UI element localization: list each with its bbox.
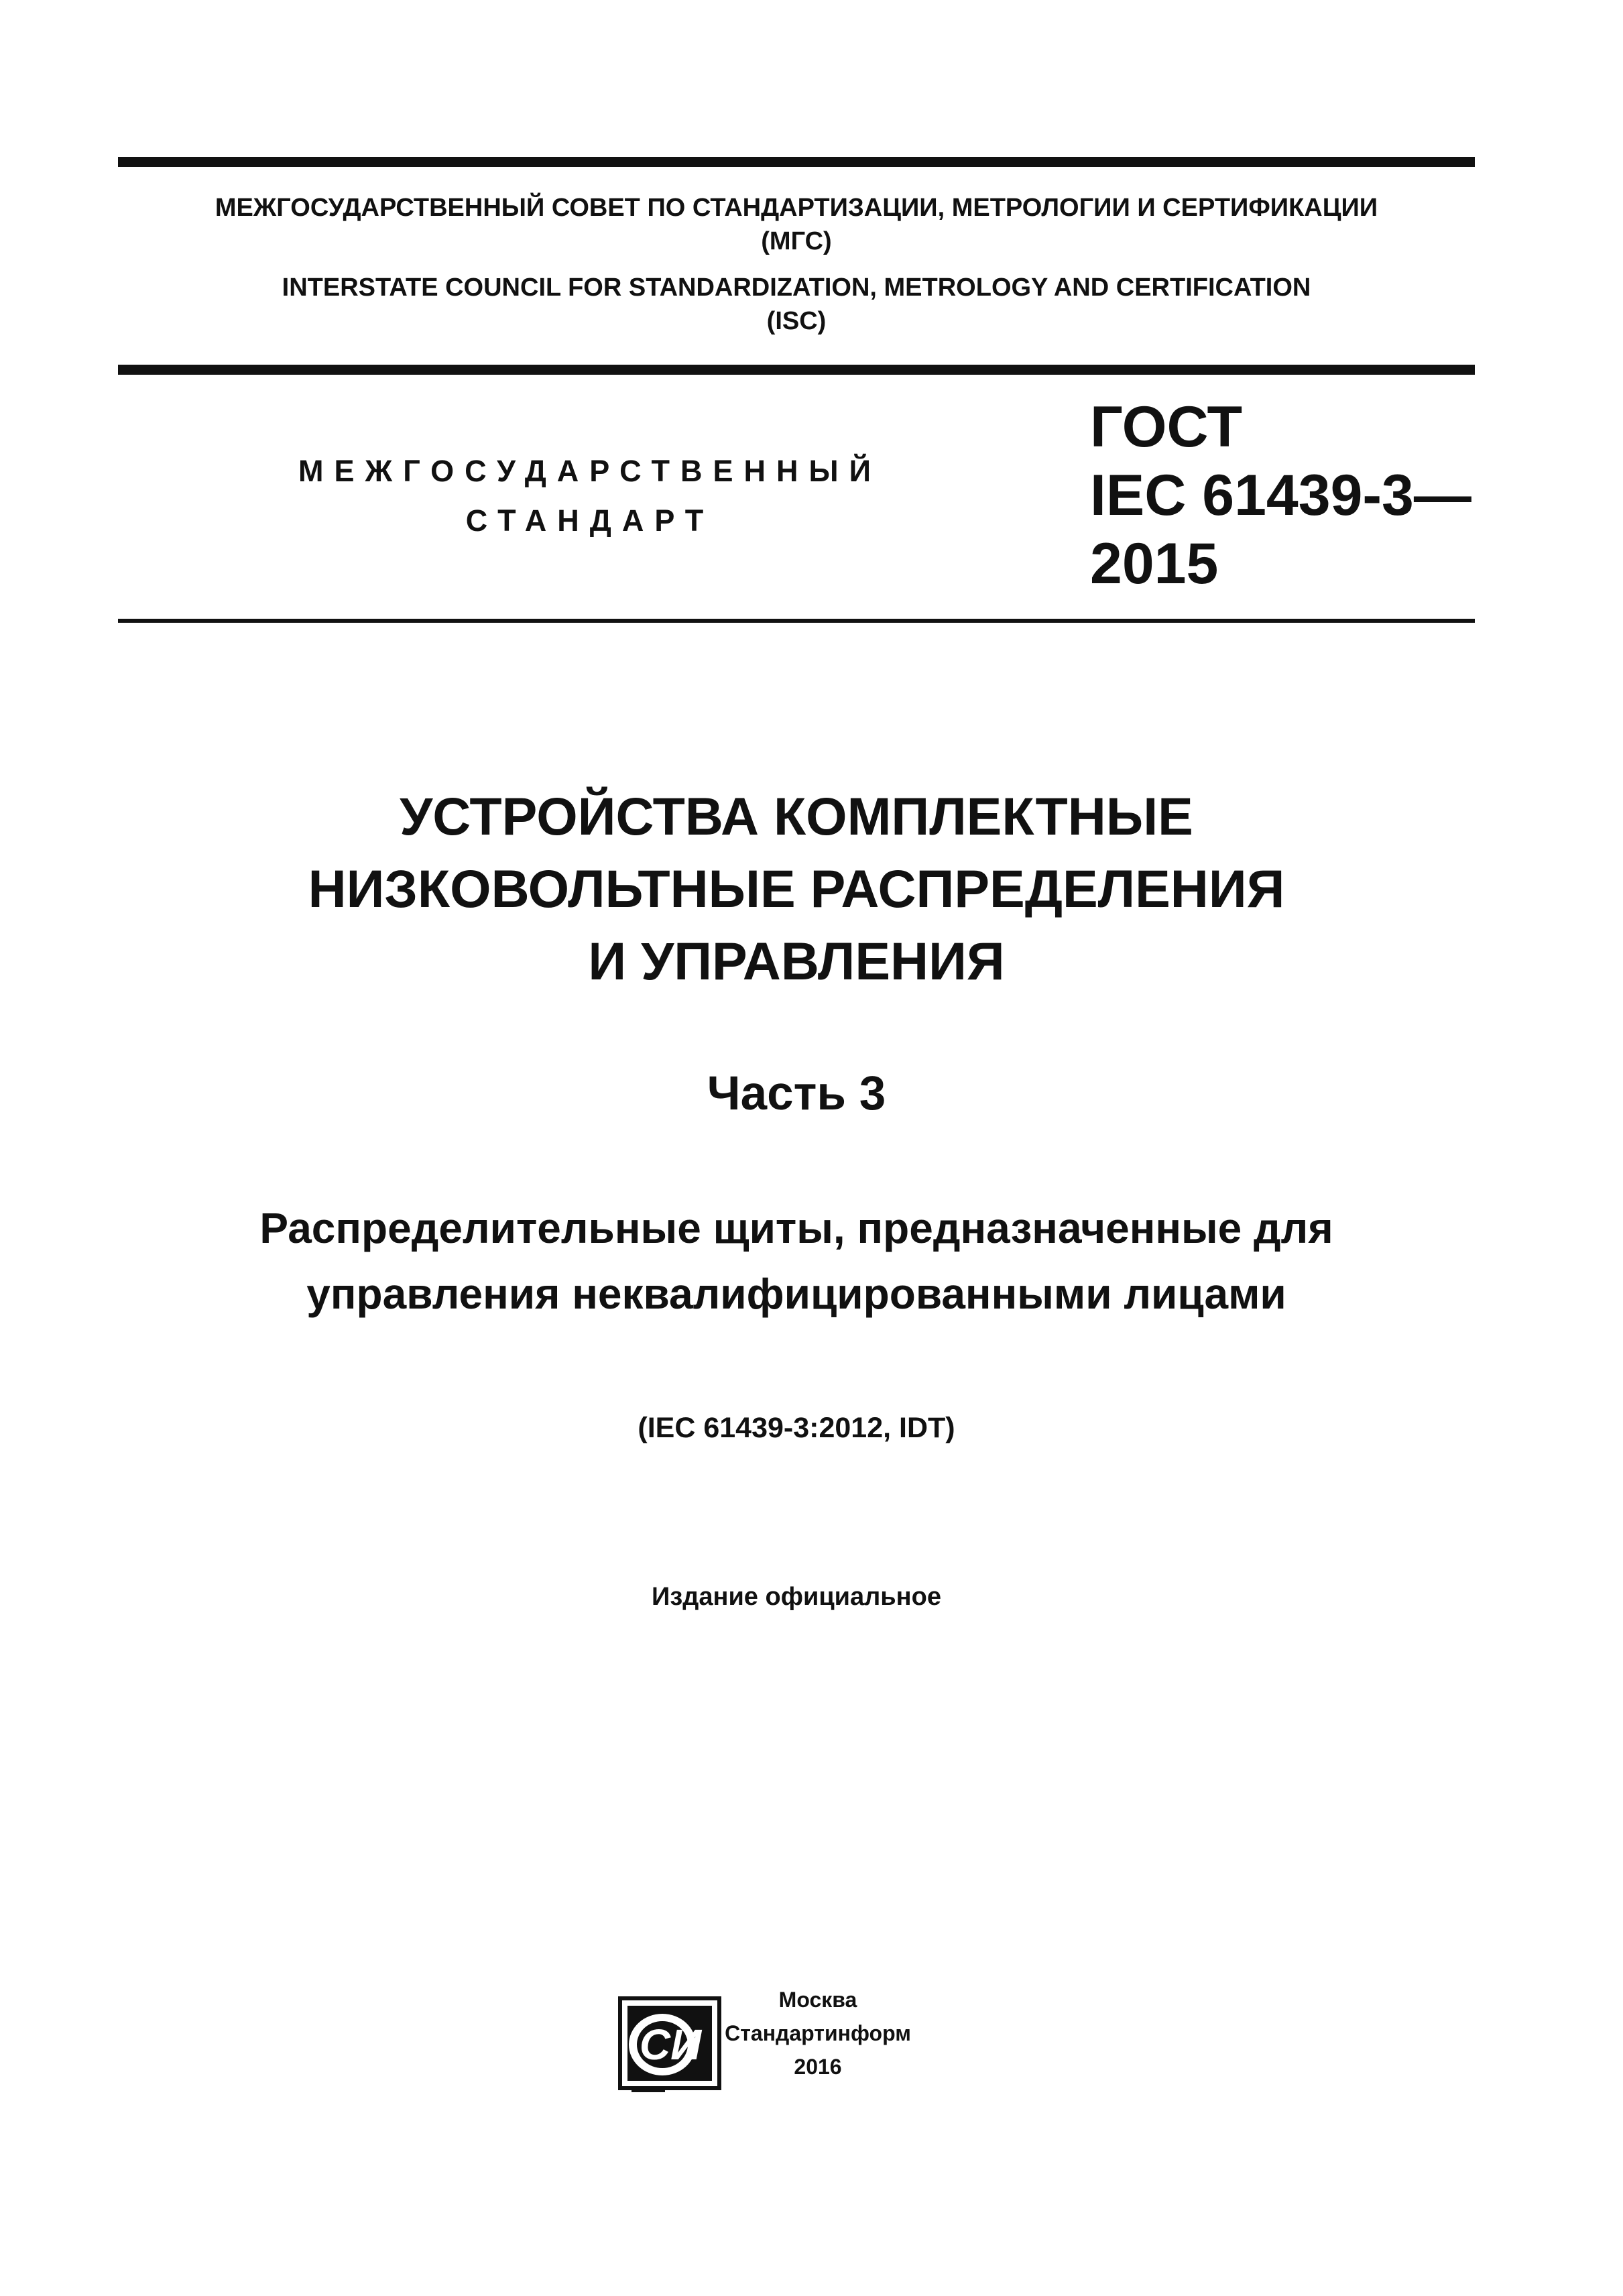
gost-year: 2015 <box>1090 532 1219 596</box>
bottom-rule <box>118 619 1475 623</box>
gost-number: IEC 61439-3— <box>1090 463 1471 528</box>
publisher-year: 2016 <box>794 2055 842 2079</box>
subtitle-line1: Распределительные щиты, предназначенные для <box>259 1204 1333 1252</box>
council-abbr-ru: (МГС) <box>761 227 832 255</box>
title-line3: И УПРАВЛЕНИЯ <box>588 931 1005 991</box>
standard-kind-line1: МЕЖГОСУДАРСТВЕННЫЙ <box>298 454 882 488</box>
council-name-russian <box>118 191 1475 258</box>
middle-rule <box>118 365 1475 375</box>
document-subtitle <box>118 1195 1475 1327</box>
council-name-english <box>118 271 1475 338</box>
standartinform-logo-icon <box>618 1996 723 2094</box>
subtitle-line2: управления неквалифицированными лицами <box>306 1270 1286 1318</box>
council-name-ru: МЕЖГОСУДАРСТВЕННЫЙ СОВЕТ ПО СТАНДАРТИЗАЦИИ, МЕТРОЛОГИИ И СЕРТИФИКАЦИИ <box>215 194 1378 222</box>
part-heading: Часть 3 <box>707 1067 886 1120</box>
iec-reference: (IEC 61439-3:2012, IDT) <box>638 1412 955 1444</box>
publisher-name: Стандартинформ <box>725 2021 911 2045</box>
council-name-en: INTERSTATE COUNCIL FOR STANDARDIZATION, METROLOGY AND CERTIFICATION <box>282 274 1311 302</box>
gost-label: ГОСТ <box>1090 395 1243 459</box>
top-rule <box>118 157 1475 167</box>
publisher-city: Москва <box>778 1988 857 2012</box>
edition-note: Издание официальное <box>652 1583 941 1611</box>
title-line2: НИЗКОВОЛЬТНЫЕ РАСПРЕДЕЛЕНИЯ <box>308 859 1285 918</box>
logo-text: СИ <box>639 2020 702 2069</box>
title-line1: УСТРОЙСТВА КОМПЛЕКТНЫЕ <box>400 786 1193 846</box>
document-title <box>118 780 1475 998</box>
council-abbr-en: (ISC) <box>766 307 827 335</box>
publisher-block <box>717 1983 918 2083</box>
standard-kind-line2: СТАНДАРТ <box>465 503 715 538</box>
standard-designation <box>1090 393 1471 598</box>
